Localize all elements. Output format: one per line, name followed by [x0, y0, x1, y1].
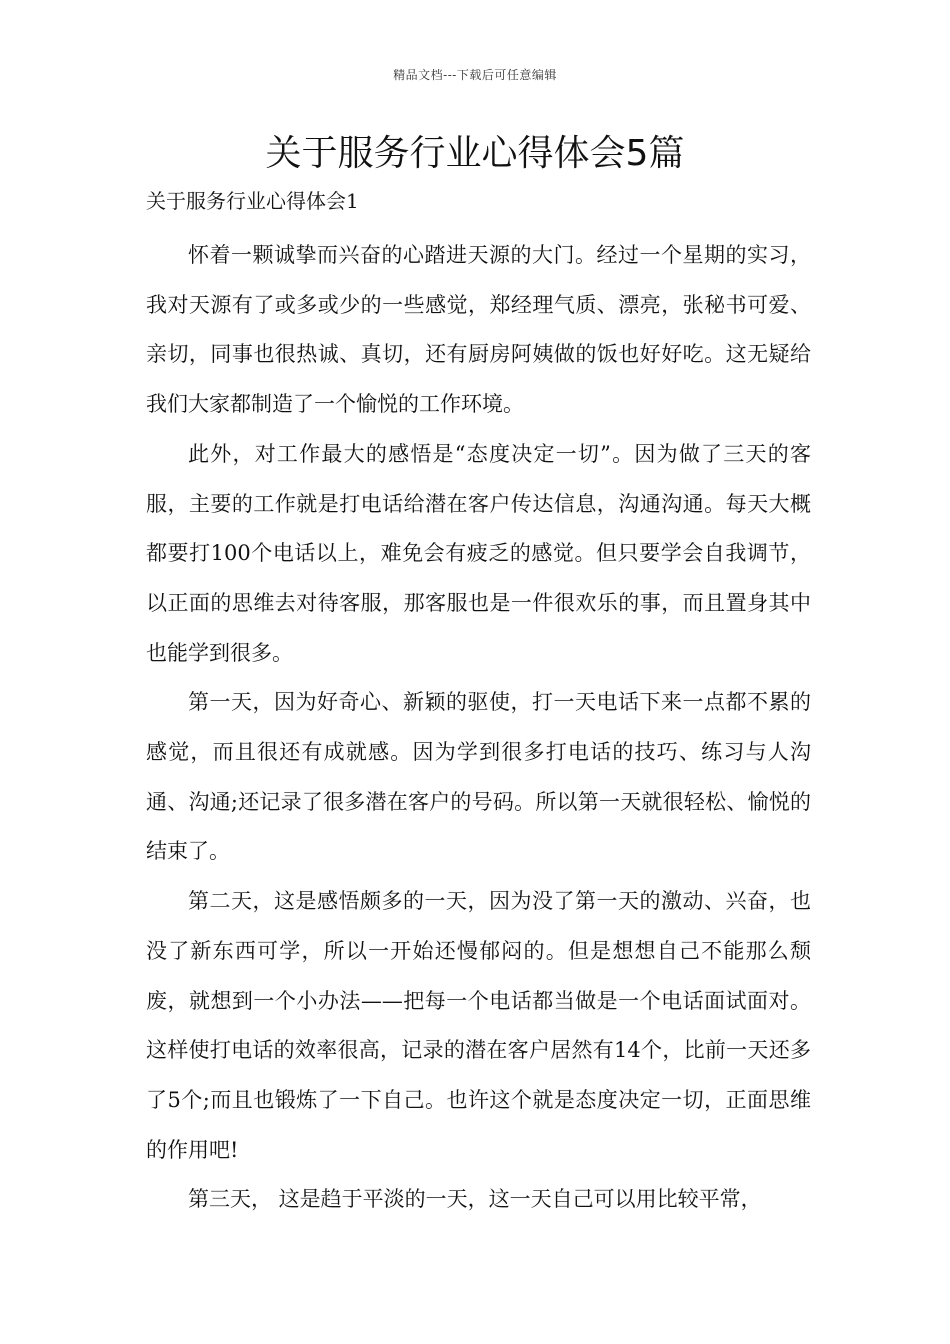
section-heading: 关于服务行业心得体会1: [146, 189, 359, 213]
paragraph: 怀着一颗诚挚而兴奋的心踏进天源的大门。经过一个星期的实习，我对天源有了或多或少的一些感觉，郑经理气质、漂亮，张秘书可爱、亲切，同事也很热诚、真切，还有厨房阿姨做的饭也好好吃。这无疑给我们大家都制造了一个愉悦的工作环境。: [146, 243, 811, 417]
paragraph: 此外，对工作最大的感悟是“态度决定一切”。因为做了三天的客服，主要的工作就是打电话给潜在客户传达信息，沟通沟通。每天大概都要打100个电话以上，难免会有疲乏的感觉。但只要学会自我调节，以正面的思维去对待客服，那客服也是一件很欢乐的事，而且置身其中也能学到很多。: [146, 441, 811, 665]
document-body: [146, 231, 811, 1225]
paragraph: 第一天，因为好奇心、新颖的驱使，打一天电话下来一点都不累的感觉，而且很还有成就感。因为学到很多打电话的技巧、练习与人沟通、沟通;还记录了很多潜在客户的号码。所以第一天就很轻松、愉悦的结束了。: [146, 690, 811, 864]
header-note: 精品文档---下载后可任意编辑: [393, 68, 557, 82]
paragraph: 第二天，这是感悟颇多的一天，因为没了第一天的激动、兴奋，也没了新东西可学，所以一开始还慢郁闷的。但是想想自己不能那么颓废，就想到一个小办法——把每一个电话都当做是一个电话面试面对。这样使打电话的效率很高，记录的潜在客户居然有14个，比前一天还多了5个;而且也锻炼了一下自己。也许这个就是态度决定一切，正面思维的作用吧!: [146, 889, 811, 1162]
document-title: 关于服务行业心得体会5篇: [265, 133, 685, 174]
paragraph: 第三天， 这是趋于平淡的一天，这一天自己可以用比较平常，: [188, 1187, 762, 1212]
